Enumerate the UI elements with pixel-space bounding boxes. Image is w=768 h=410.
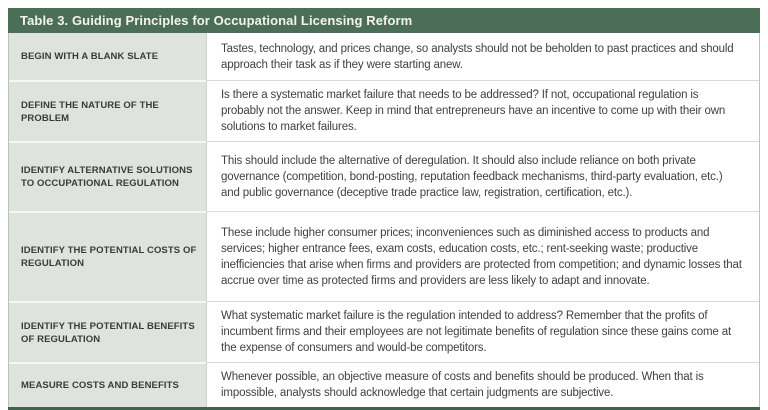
table-row <box>9 211 759 301</box>
table-row <box>9 362 759 407</box>
principle-label: BEGIN WITH A BLANK SLATE <box>9 33 206 80</box>
principle-description: Whenever possible, an objective measure of costs and benefits should be produced. When that is impossible, analysts should acknowledge that certain judgments are subjective. <box>206 362 759 407</box>
table-title: Table 3. Guiding Principles for Occupational Licensing Reform <box>20 13 413 28</box>
principle-label: IDENTIFY ALTERNATIVE SOLUTIONS TO OCCUPATIONAL REGULATION <box>9 141 206 211</box>
principle-label: IDENTIFY THE POTENTIAL BENEFITS OF REGULATION <box>9 301 206 362</box>
table-row <box>9 33 759 80</box>
principle-label: MEASURE COSTS AND BENEFITS <box>9 362 206 407</box>
table-row <box>9 80 759 141</box>
principle-description: Is there a systematic market failure that needs to be addressed? If not, occupational regulation is probably not the answer. Keep in mind that entrepreneurs have an incentive to come up with their own solutions to market failures. <box>206 80 759 141</box>
principle-label: DEFINE THE NATURE OF THE PROBLEM <box>9 80 206 141</box>
principle-label: IDENTIFY THE POTENTIAL COSTS OF REGULATION <box>9 211 206 301</box>
guiding-principles-table <box>8 8 760 410</box>
table-row <box>9 141 759 211</box>
principle-description: Tastes, technology, and prices change, so analysts should not be beholden to past practices and should approach their task as if they were starting anew. <box>206 33 759 80</box>
table-row <box>9 301 759 362</box>
principle-description: These include higher consumer prices; inconveniences such as diminished access to products and services; higher entrance fees, exam costs, education costs, etc.; rent-seeking waste; productive inefficiencies that arise when firms and providers are protected from competition; and dynamic losses that accrue over time as protected firms and providers are less likely to adapt and innovate. <box>206 211 759 301</box>
principle-description: What systematic market failure is the regulation intended to address? Remember that the profits of incumbent firms and their employees are not legitimate benefits of regulation since these gains come at the expense of consumers and would-be competitors. <box>206 301 759 362</box>
table-header-bar <box>8 8 760 33</box>
principle-description: This should include the alternative of deregulation. It should also include reliance on both private governance (competition, bond-posting, reputation feedback mechanisms, third-party evaluation, etc.) and public governance (deceptive trade practice law, registration, certification, etc.). <box>206 141 759 211</box>
